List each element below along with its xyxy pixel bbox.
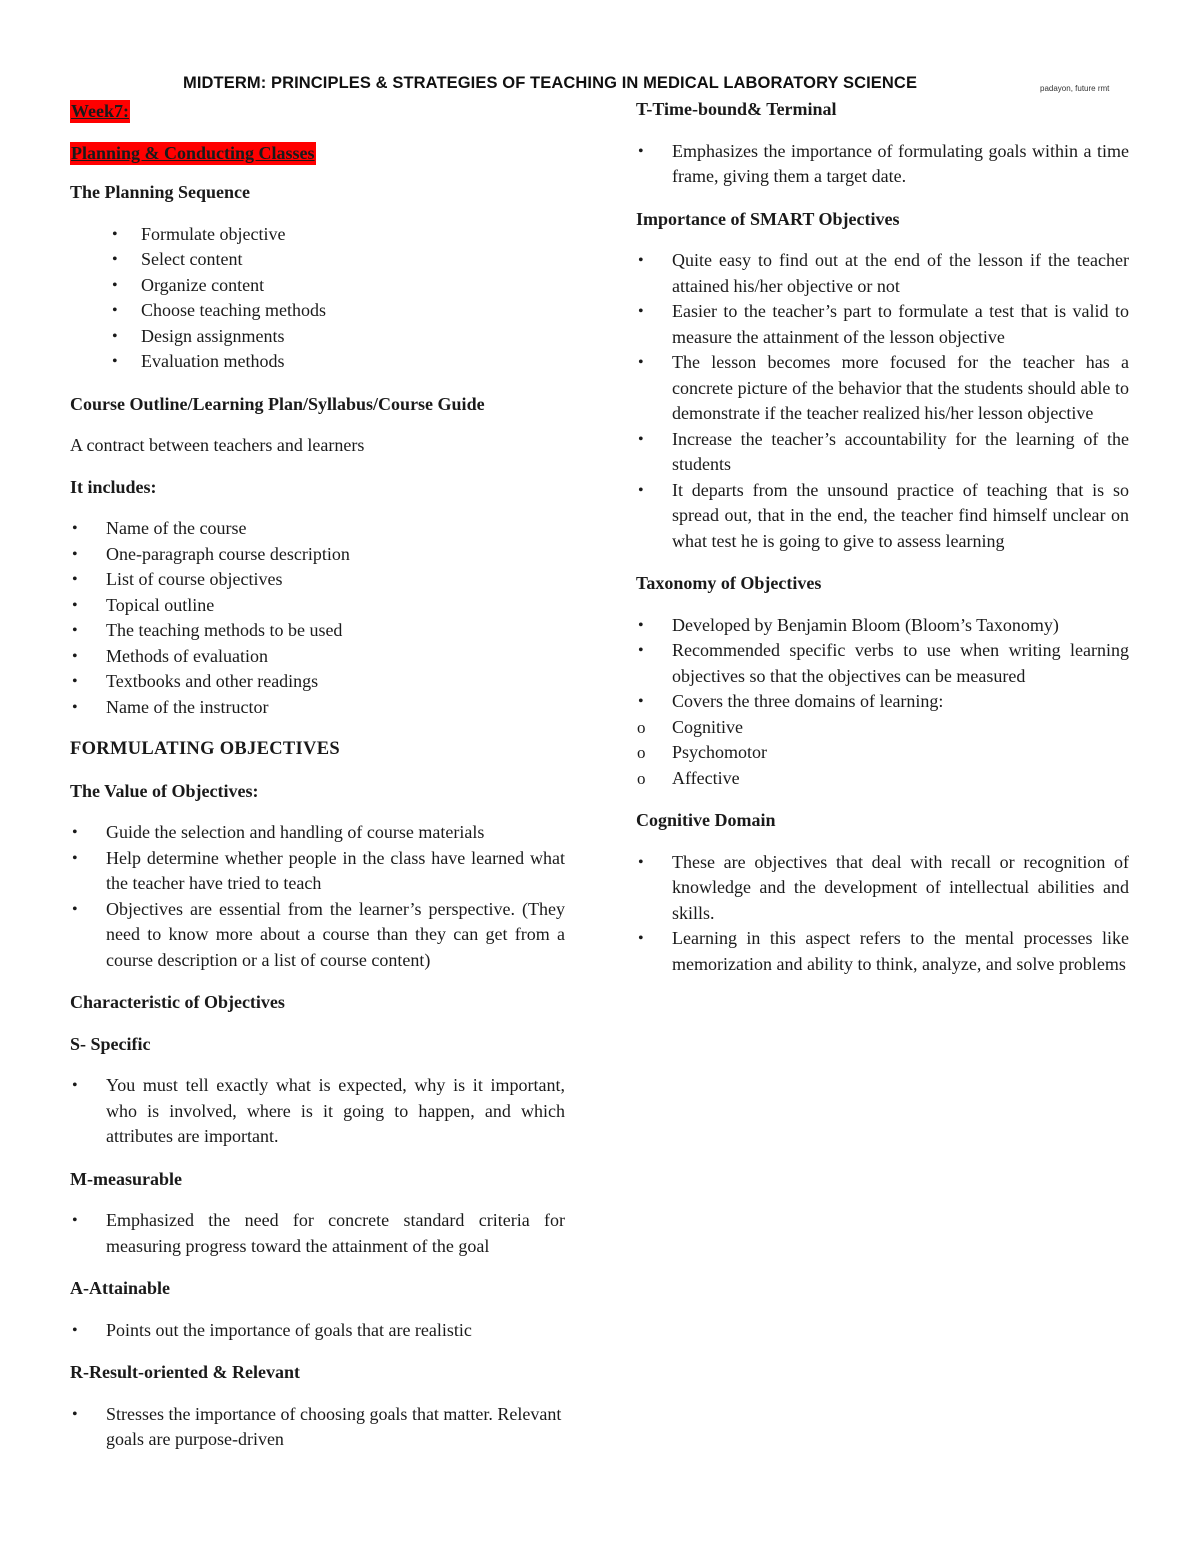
list-item: • One-paragraph course description <box>70 542 565 568</box>
formulating-objectives-heading: FORMULATING OBJECTIVES <box>70 739 340 759</box>
week-label: Week7: <box>71 101 129 121</box>
importance-heading: Importance of SMART Objectives <box>636 208 900 229</box>
list-item: • Objectives are essential from the learner’s perspective. (They need to know more about a course than they can get from a course description or a list of course content) <box>70 897 565 974</box>
attainable-list <box>70 1318 565 1344</box>
list-item: • The lesson becomes more focused for the teacher has a concrete picture of the behavior that the students should able to demonstrate if the teacher realized his/her lesson objective <box>636 350 1129 427</box>
list-item: • Name of the instructor <box>70 695 565 721</box>
list-item: • Learning in this aspect refers to the mental processes like memorization and ability to think, analyze, and solve problems <box>636 926 1129 977</box>
specific-list <box>70 1073 565 1150</box>
value-heading: The Value of Objectives: <box>70 780 259 801</box>
value-list <box>70 820 565 973</box>
right-column <box>636 97 1129 977</box>
header-author: padayon, future rmt <box>1040 84 1110 93</box>
page-header <box>0 74 1200 98</box>
list-item: • Select content <box>70 247 565 273</box>
list-item: • Emphasizes the importance of formulating goals within a time frame, giving them a target date. <box>636 139 1129 190</box>
list-item: • Increase the teacher’s accountability for the learning of the students <box>636 427 1129 478</box>
list-item: • Name of the course <box>70 516 565 542</box>
domain-item: o Psychomotor <box>636 740 1129 766</box>
list-item: • Textbooks and other readings <box>70 669 565 695</box>
list-item: • It departs from the unsound practice of teaching that is so spread out, that in the end, the teacher find himself unclear on what test he is going to give to assess learning <box>636 478 1129 555</box>
planning-sequence-list <box>70 222 565 375</box>
list-item: • List of course objectives <box>70 567 565 593</box>
list-item: • You must tell exactly what is expected, why is it important, who is involved, where is it going to happen, and which attributes are important. <box>70 1073 565 1150</box>
list-item: • These are objectives that deal with recall or recognition of knowledge and the development of intellectual abilities and skills. <box>636 850 1129 927</box>
cognitive-heading: Cognitive Domain <box>636 810 776 830</box>
includes-list <box>70 516 565 720</box>
course-outline-heading: Course Outline/Learning Plan/Syllabus/Course Guide <box>70 393 485 414</box>
list-item: • Organize content <box>70 273 565 299</box>
result-heading: R-Result-oriented & Relevant <box>70 1362 300 1382</box>
cognitive-list <box>636 850 1129 978</box>
list-item: • Quite easy to find out at the end of the lesson if the teacher attained his/her objective or not <box>636 248 1129 299</box>
list-item: • Covers the three domains of learning: <box>636 689 1129 715</box>
header-title: MIDTERM: PRINCIPLES & STRATEGIES OF TEACHING IN MEDICAL LABORATORY SCIENCE <box>183 74 918 92</box>
list-item: • Evaluation methods <box>70 349 565 375</box>
list-item: • Topical outline <box>70 593 565 619</box>
list-item: • The teaching methods to be used <box>70 618 565 644</box>
section-title: Planning & Conducting Classes <box>71 142 315 163</box>
attainable-heading: A-Attainable <box>70 1278 170 1298</box>
list-item: • Design assignments <box>70 324 565 350</box>
list-item: • Formulate objective <box>70 222 565 248</box>
result-list <box>70 1402 565 1453</box>
time-bound-heading: T-Time-bound& Terminal <box>636 99 837 119</box>
characteristic-heading: Characteristic of Objectives <box>70 992 285 1012</box>
measurable-list <box>70 1208 565 1259</box>
list-item: • Help determine whether people in the class have learned what the teacher have tried to teach <box>70 846 565 897</box>
course-outline-text: A contract between teachers and learners <box>70 435 365 455</box>
list-item: • Emphasized the need for concrete standard criteria for measuring progress toward the attainment of the goal <box>70 1208 565 1259</box>
time-bound-list <box>636 139 1129 190</box>
taxonomy-list <box>636 613 1129 792</box>
domain-item: o Cognitive <box>636 715 1129 741</box>
list-item: • Points out the importance of goals that are realistic <box>70 1318 565 1344</box>
list-item: • Stresses the importance of choosing goals that matter. Relevant goals are purpose-driven <box>70 1402 565 1453</box>
list-item: • Choose teaching methods <box>70 298 565 324</box>
specific-heading: S- Specific <box>70 1033 151 1054</box>
importance-list <box>636 248 1129 554</box>
left-column <box>70 99 565 1453</box>
includes-heading: It includes: <box>70 476 157 497</box>
list-item: • Recommended specific verbs to use when writing learning objectives so that the objectives can be measured <box>636 638 1129 689</box>
taxonomy-heading: Taxonomy of Objectives <box>636 573 822 593</box>
list-item: • Methods of evaluation <box>70 644 565 670</box>
list-item: • Developed by Benjamin Bloom (Bloom’s Taxonomy) <box>636 613 1129 639</box>
domain-item: o Affective <box>636 766 1129 792</box>
list-item: • Guide the selection and handling of course materials <box>70 820 565 846</box>
measurable-heading: M-measurable <box>70 1168 182 1189</box>
list-item: • Easier to the teacher’s part to formulate a test that is valid to measure the attainment of the lesson objective <box>636 299 1129 350</box>
planning-sequence-heading: The Planning Sequence <box>70 182 251 202</box>
